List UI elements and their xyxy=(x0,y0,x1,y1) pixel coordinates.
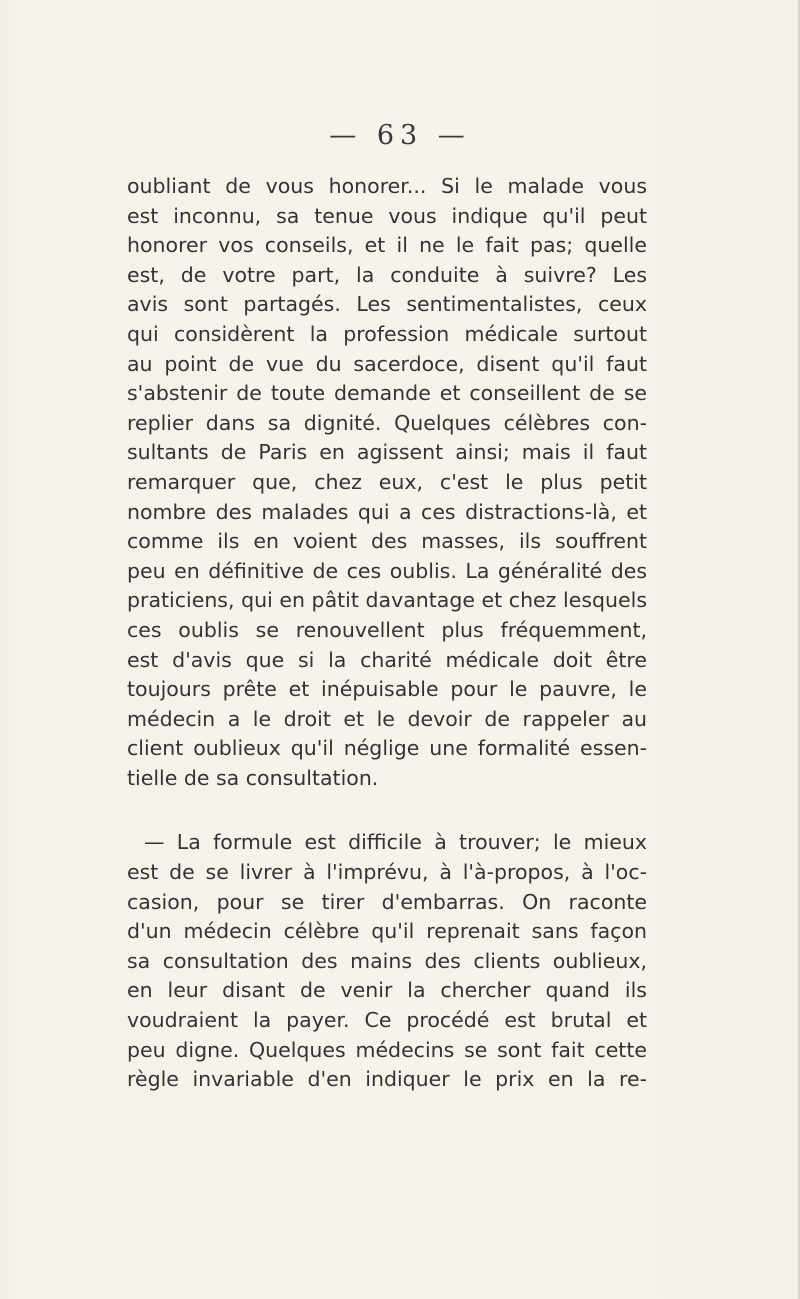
text-line: est, de votre part, la conduite à suivre? Les xyxy=(127,262,647,287)
text-line: sa consultation des mains des clients oublieux, xyxy=(127,948,647,973)
text-line: au point de vue du sacerdoce, disent qu'il faut xyxy=(127,351,647,376)
text-line: en leur disant de venir la chercher quand ils xyxy=(127,978,647,1003)
text-line: tielle de sa consultation. xyxy=(127,765,379,790)
text-line: replier dans sa dignité. Quelques célèbres con- xyxy=(127,410,647,435)
text-line: règle invariable d'en indiquer le prix en la re- xyxy=(127,1067,647,1092)
paragraph-1 xyxy=(127,172,647,793)
paragraph-2 xyxy=(127,828,647,1094)
text-line: client oublieux qu'il néglige une formalité essen- xyxy=(127,736,647,761)
text-line: peu digne. Quelques médecins se sont fait cette xyxy=(127,1037,647,1062)
text-line: s'abstenir de toute demande et conseillent de se xyxy=(127,381,647,406)
text-line: praticiens, qui en pâtit davantage et chez lesquels xyxy=(127,588,647,613)
text-line: voudraient la payer. Ce procédé est brutal et xyxy=(127,1008,647,1033)
text-line: est de se livrer à l'imprévu, à l'à-propos, à l'oc- xyxy=(127,860,647,885)
text-line: — La formule est difficile à trouver; le mieux xyxy=(144,830,647,855)
paragraph-gap xyxy=(127,793,647,828)
text-line: honorer vos conseils, et il ne le fait pas; quelle xyxy=(127,233,647,258)
text-line: sultants de Paris en agissent ainsi; mais il faut xyxy=(127,440,647,465)
text-line: casion, pour se tirer d'embarras. On raconte xyxy=(127,889,647,914)
text-line: est d'avis que si la charité médicale doit être xyxy=(127,647,647,672)
text-line: d'un médecin célèbre qu'il reprenait sans façon xyxy=(127,919,647,944)
text-line: remarquer que, chez eux, c'est le plus petit xyxy=(127,469,647,494)
text-line: toujours prête et inépuisable pour le pauvre, le xyxy=(127,677,647,702)
text-line: peu en définitive de ces oublis. La généralité des xyxy=(127,558,647,583)
body-text xyxy=(127,172,647,1095)
text-line: comme ils en voient des masses, ils souffrent xyxy=(127,529,647,554)
text-line: avis sont partagés. Les sentimentalistes, ceux xyxy=(127,292,647,317)
text-line: oubliant de vous honorer... Si le malade vous xyxy=(127,174,647,198)
text-line: nombre des malades qui a ces distractions-là, et xyxy=(127,499,647,524)
text-line: qui considèrent la profession médicale surtout xyxy=(127,321,647,346)
text-line: est inconnu, sa tenue vous indique qu'il peut xyxy=(127,203,647,228)
page-number: — 63 — xyxy=(329,120,471,151)
text-line: ces oublis se renouvellent plus fréquemment, xyxy=(127,617,647,642)
text-line: médecin a le droit et le devoir de rappeler au xyxy=(127,706,647,731)
